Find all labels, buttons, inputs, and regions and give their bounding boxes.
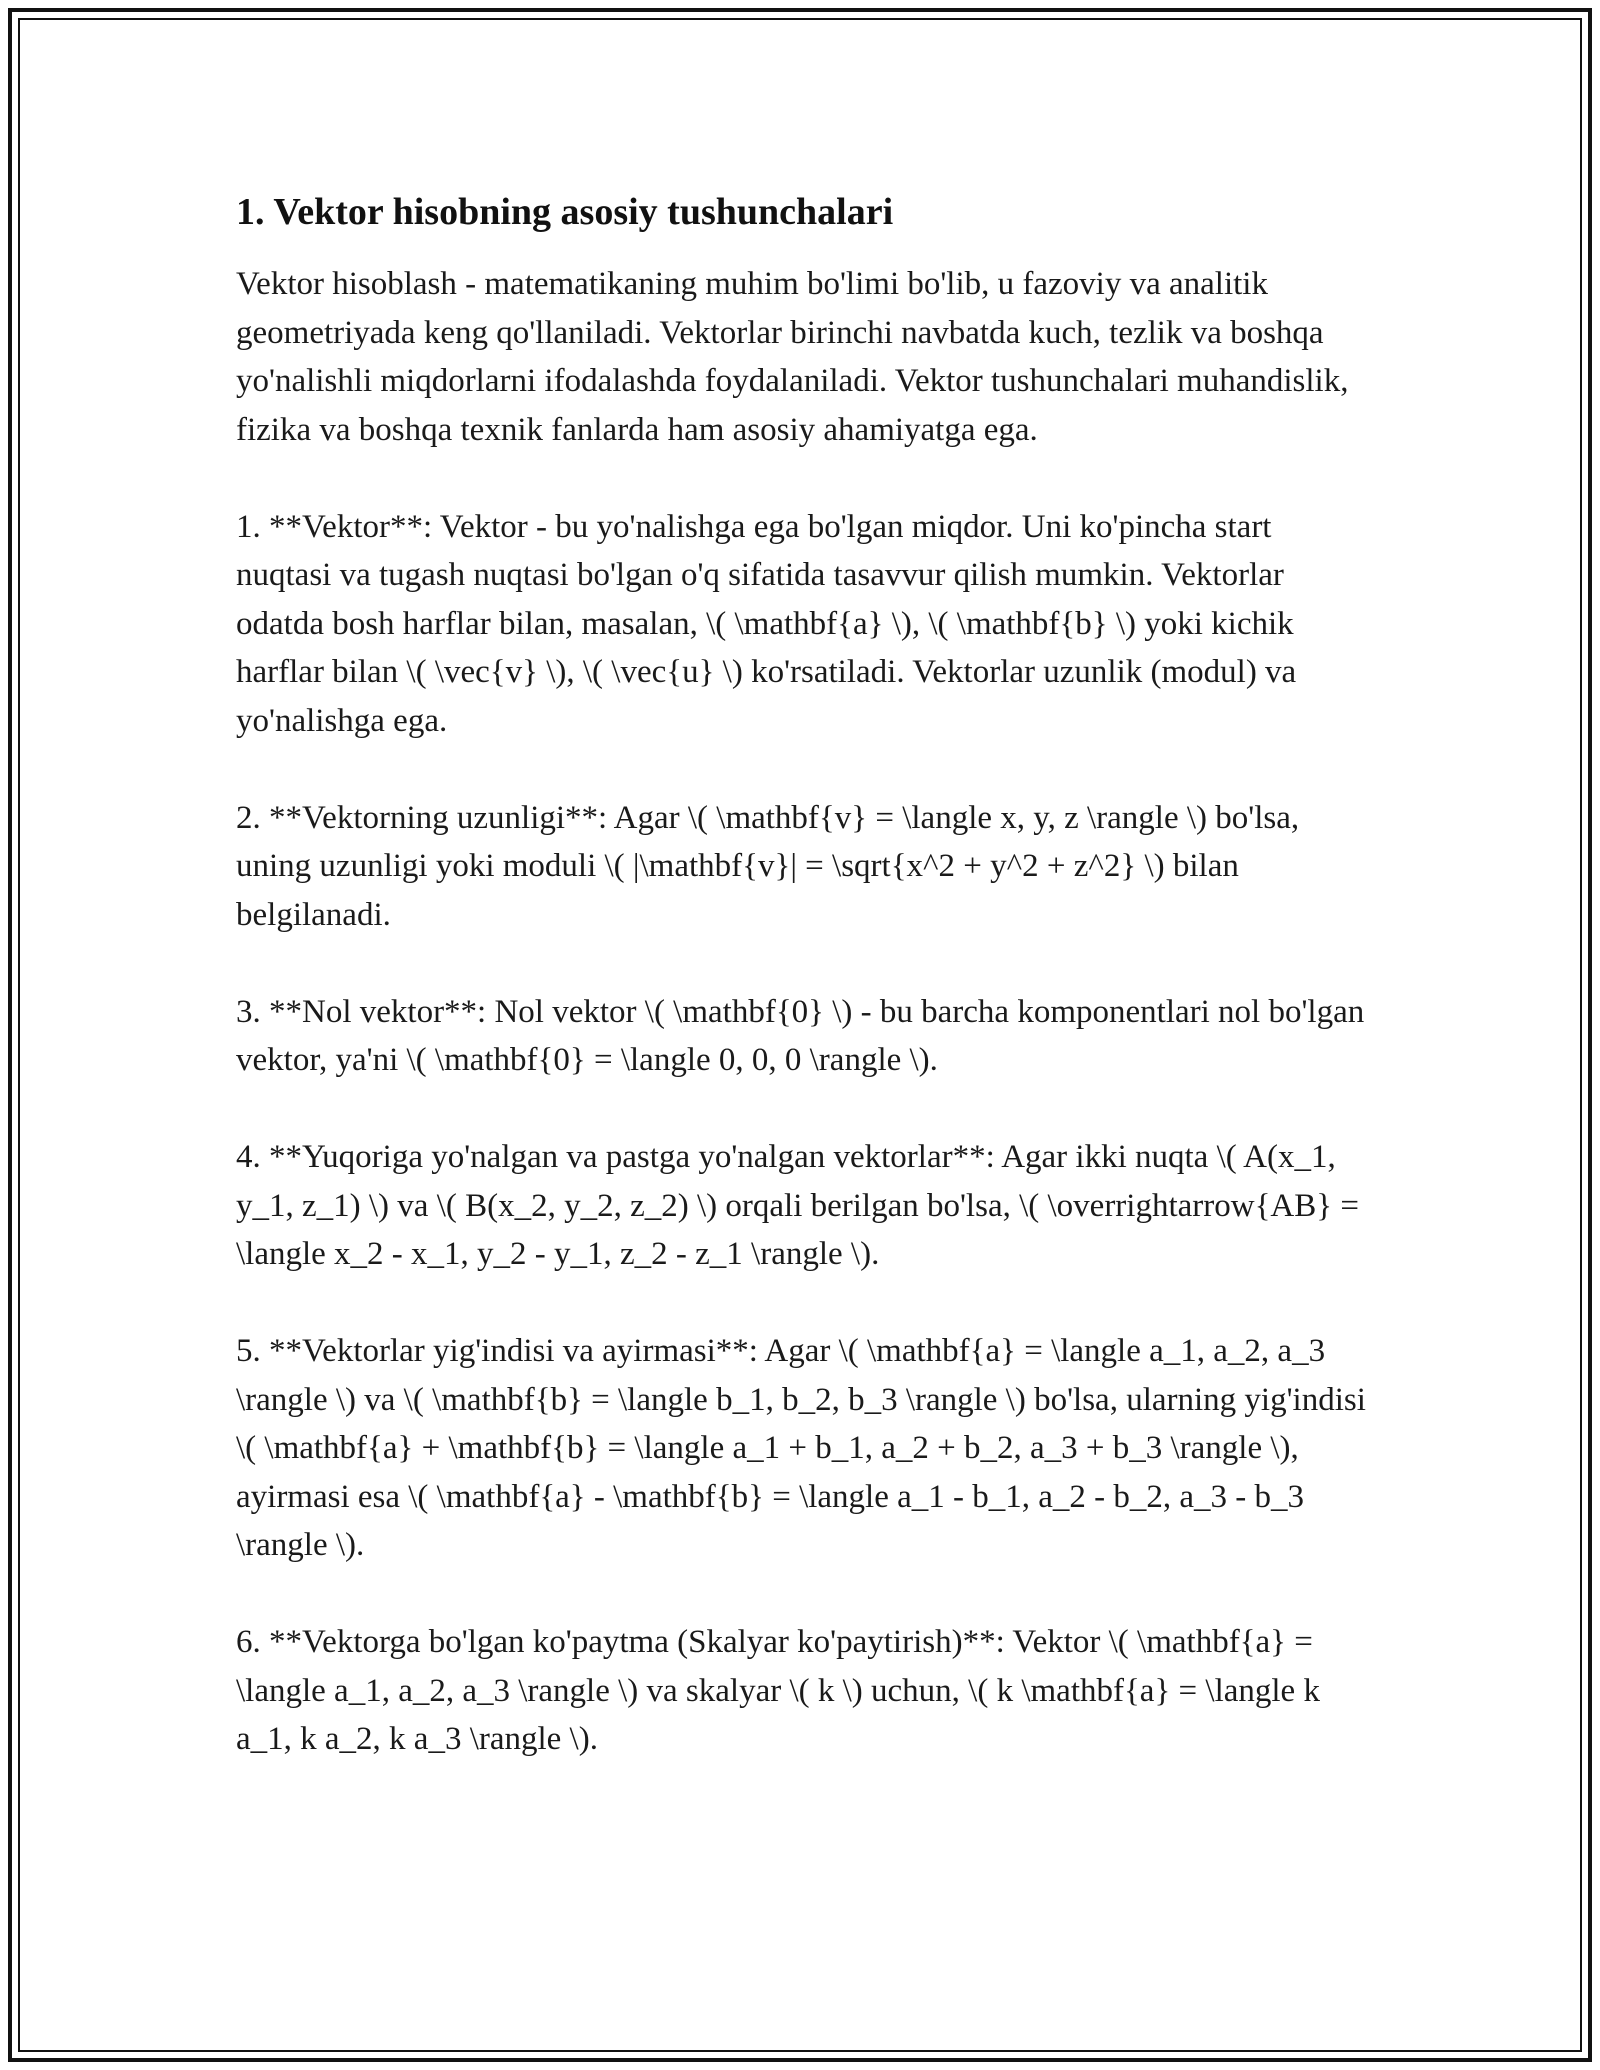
- document-body: [236, 186, 1366, 1812]
- list-item-vektor: 1. **Vektor**: Vektor - bu yo'nalishga ega bo'lgan miqdor. Uni ko'pincha start nuqtasi va tugash nuqtasi bo'lgan o'q sifatida tasavvur qilish mumkin. Vektorlar odatda bosh harflar bilan, masalan, \( \mathbf{a} \), \( \mathbf{b} \) yoki kichik harflar bilan \( \vec{v} \), \( \vec{u} \) ko'rsatiladi. Vektorlar uzunlik (modul) va yo'nalishga ega.: [236, 508, 1297, 739]
- list-item-yigindi-ayirma: 5. **Vektorlar yig'indisi va ayirmasi**: Agar \( \mathbf{a} = \langle a_1, a_2, a_3 \rangle \) va \( \mathbf{b} = \langle b_1, b_2, b_3 \rangle \) bo'lsa, ularning yig'indisi \( \mathbf{a} + \mathbf{b} = \langle a_1 + b_1, a_2 + b_2, a_3 + b_3 \rangle \), ayirmasi esa \( \mathbf{a} - \mathbf{b} = \langle a_1 - b_1, a_2 - b_2, a_3 - b_3 \rangle \).: [236, 1333, 1366, 1563]
- page-title: 1. Vektor hisobning asosiy tushunchalari: [236, 191, 894, 233]
- list-item-nol-vektor: 3. **Nol vektor**: Nol vektor \( \mathbf{0} \) - bu barcha komponentlari nol bo'lgan vektor, ya'ni \( \mathbf{0} = \langle 0, 0, 0 \rangle \).: [236, 993, 1365, 1078]
- list-item-yonalgan-vektorlar: 4. **Yuqoriga yo'nalgan va pastga yo'nalgan vektorlar**: Agar ikki nuqta \( A(x_1, y_1, z_1) \) va \( B(x_2, y_2, z_2) \) orqali berilgan bo'lsa, \( \overrightarrow{AB} = \langle x_2 - x_1, y_2 - y_1, z_2 - z_1 \rangle \).: [236, 1139, 1359, 1272]
- intro-paragraph: Vektor hisoblash - matematikaning muhim bo'limi bo'lib, u fazoviy va analitik geometriyada keng qo'llaniladi. Vektorlar birinchi navbatda kuch, tezlik va boshqa yo'nalishli miqdorlarni ifodalashda foydalaniladi. Vektor tushunchalari muhandislik, fizika va boshqa texnik fanlarda ham asosiy ahamiyatga ega.: [236, 266, 1349, 448]
- list-item-skalyar-kopaytma: 6. **Vektorga bo'lgan ko'paytma (Skalyar ko'paytirish)**: Vektor \( \mathbf{a} = \langle a_1, a_2, a_3 \rangle \) va skalyar \( k \) uchun, \( k \mathbf{a} = \langle k a_1, k a_2, k a_3 \rangle \).: [236, 1624, 1320, 1757]
- list-item-vektor-uzunligi: 2. **Vektorning uzunligi**: Agar \( \mathbf{v} = \langle x, y, z \rangle \) bo'lsa, uning uzunligi yoki moduli \( |\mathbf{v}| = \sqrt{x^2 + y^2 + z^2} \) bilan belgilanadi.: [236, 799, 1300, 933]
